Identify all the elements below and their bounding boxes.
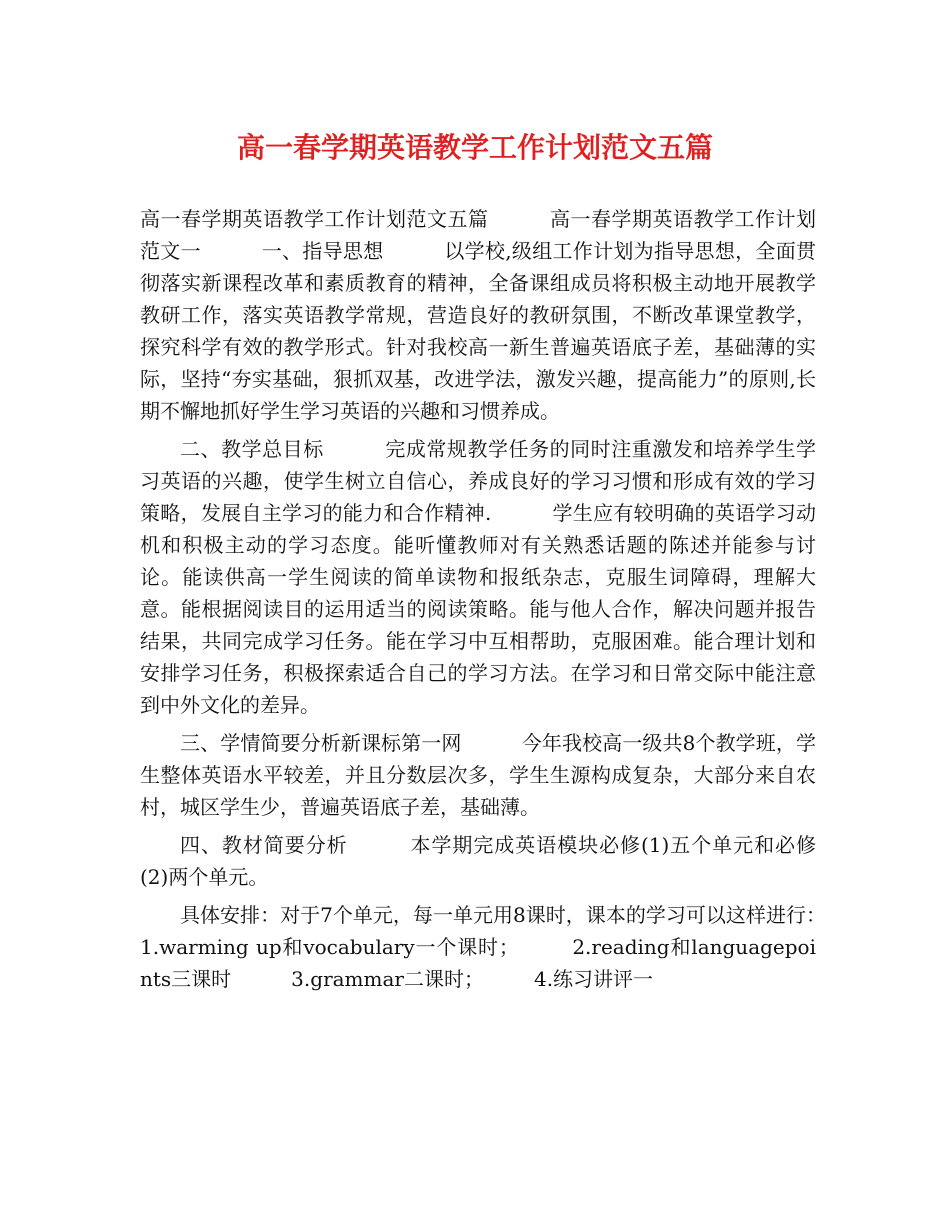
- paragraph-student-analysis: 三、学情简要分析新课标第一网 今年我校高一级共8个教学班，学生整体英语水平较差，并且分数层次多，学生生源构成复杂，大部分来自农村，城区学生少，普遍英语底子差，基础薄。: [140, 731, 816, 819]
- paragraph-schedule: 具体安排：对于7个单元，每一单元用8课时，课本的学习可以这样进行： 1.warming up和vocabulary一个课时； 2.reading和languagepoints三课时 3.grammar二课时； 4.练习讲评一: [140, 903, 876, 991]
- paragraph-teaching-goals: 二、教学总目标 完成常规教学任务的同时注重激发和培养学生学习英语的兴趣，使学生树立自信心，养成良好的学习习惯和形成有效的学习策略，发展自主学习的能力和合作精神. 学生应有较明确的英语学习动机和积极主动的学习态度。能听懂教师对有关熟悉话题的陈述并能参与讨论。能读供高一学生阅读的简单读物和报纸杂志，克服生词障碍，理解大意。能根据阅读目的运用适当的阅读策略。能与他人合作，解决问题并报告结果，共同完成学习任务。能在学习中互相帮助，克服困难。能合理计划和安排学习任务，积极探索适合自己的学习方法。在学习和日常交际中能注意到中外文化的差异。: [140, 437, 816, 717]
- document-title: 高一春学期英语教学工作计划范文五篇: [236, 131, 713, 164]
- document-body: [140, 203, 876, 1001]
- paragraph-intro-guiding-thought: 高一春学期英语教学工作计划范文五篇 高一春学期英语教学工作计划范文一 一、指导思想 以学校,级组工作计划为指导思想，全面贯彻落实新课程改革和素质教育的精神，全备课组成员将积极主动地开展教学教研工作，落实英语教学常规，营造良好的教研氛围，不断改革课堂教学，探究科学有效的教学形式。针对我校高一新生普遍英语底子差，基础薄的实际，坚持“夯实基础，狠抓双基，改进学法，激发兴趣，提高能力”的原则,长期不懈地抓好学生学习英语的兴趣和习惯养成。: [140, 207, 816, 423]
- paragraph-textbook-analysis: 四、教材简要分析 本学期完成英语模块必修(1)五个单元和必修(2)两个单元。: [140, 833, 816, 889]
